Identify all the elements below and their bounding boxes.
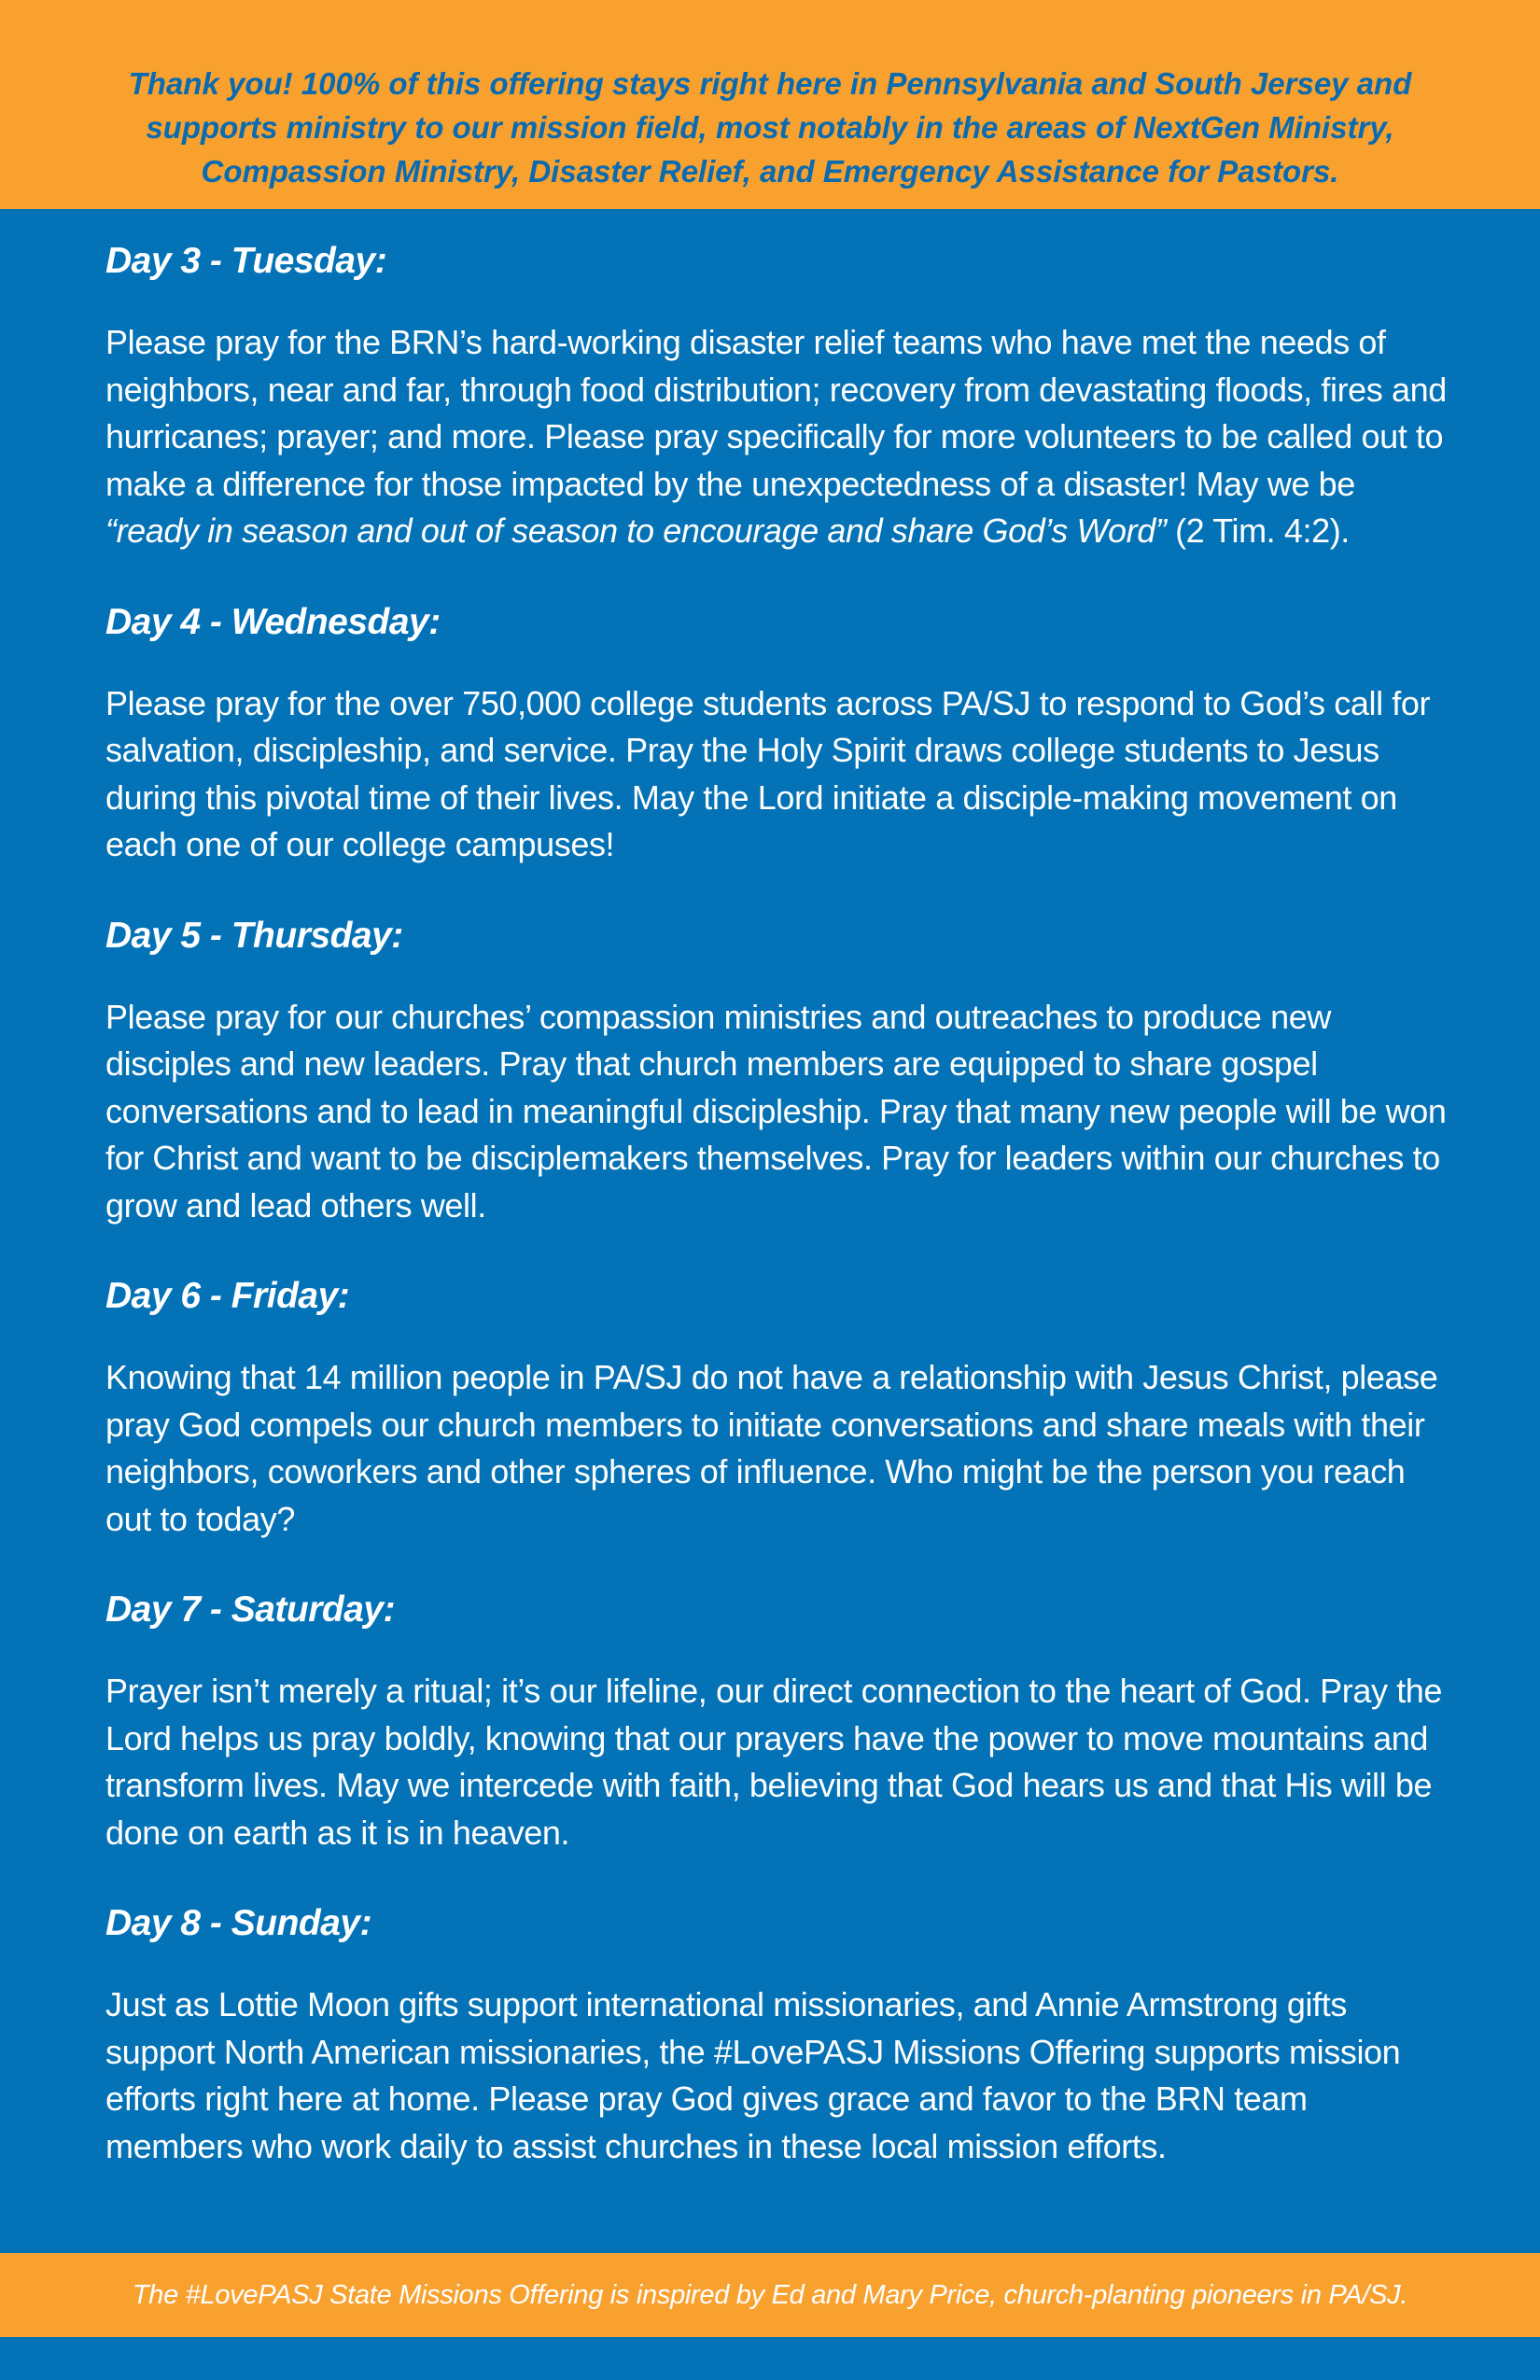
day-3-body-text: Please pray for the BRN’s hard-working disaster relief teams who have met the needs of neighbors, near and far, through food distribution; recovery from devastating floods, fires and hurricanes; prayer; and more. Please pray specifically for more volunteers to be called out to make a difference for those impacted by the unexpectedness of a disaster! May we be — [105, 323, 1447, 503]
day-8-body: Just as Lottie Moon gifts support international missionaries, and Annie Armstrong gifts support North American missionaries, the #LovePASJ Missions Offering supports mission efforts right here at home. Please pray God gives grace and favor to the BRN team members who work daily to assist churches in these local mission efforts. — [105, 1985, 1401, 2165]
prayer-guide — [105, 235, 1449, 2211]
day-3-body — [105, 319, 1449, 555]
day-6-heading: Day 6 - Friday: — [105, 1276, 350, 1316]
day-3-scripture-reference: (2 Tim. 4:2). — [1166, 511, 1350, 550]
day-5-body: Please pray for our churches’ compassion ministries and outreaches to produce new disciples and new leaders. Pray that church members are equipped to share gospel conversations and to lead in meaningful discipleship. Pray that many new people will be won for Christ and want to be disciplemakers themselves. Pray for leaders within our churches to grow and lead others well. — [105, 997, 1447, 1225]
day-7-heading: Day 7 - Saturday: — [105, 1589, 396, 1630]
footer-inspiration-note: The #LovePASJ State Missions Offering is inspired by Ed and Mary Price, church-planting pioneers in PA/SJ. — [132, 2280, 1408, 2310]
day-3-scripture-quote: “ready in season and out of season to encourage and share God’s Word” — [105, 511, 1167, 550]
day-8-section — [105, 1897, 1449, 2170]
day-6-section — [105, 1270, 1449, 1543]
day-5-heading: Day 5 - Thursday: — [105, 915, 403, 956]
day-3-heading: Day 3 - Tuesday: — [105, 241, 387, 281]
day-4-section — [105, 596, 1449, 869]
day-4-heading: Day 4 - Wednesday: — [105, 601, 441, 642]
day-7-body: Prayer isn’t merely a ritual; it’s our lifeline, our direct connection to the heart of God. Pray the Lord helps us pray boldly, knowing that our prayers have the power to move mountains and transform lives. May we intercede with faith, believing that God hears us and that His will be done on earth as it is in heaven. — [105, 1672, 1443, 1852]
day-6-body: Knowing that 14 million people in PA/SJ do not have a relationship with Jesus Christ, please pray God compels our church members to initiate conversations and share meals with their neighbors, coworkers and other spheres of influence. Who might be the person you reach out to today? — [105, 1358, 1438, 1538]
thank-you-message: Thank you! 100% of this offering stays right here in Pennsylvania and South Jersey and supports ministry to our mission field, most notably in the areas of NextGen Ministry, Compassion Ministry, Disaster Relief, and Emergency Assistance for Pastors. — [128, 66, 1412, 189]
day-8-heading: Day 8 - Sunday: — [105, 1903, 372, 1943]
day-5-section — [105, 910, 1449, 1230]
bottom-banner — [0, 2253, 1540, 2337]
day-7-section — [105, 1584, 1449, 1856]
day-4-body: Please pray for the over 750,000 college students across PA/SJ to respond to God’s call for salvation, discipleship, and service. Pray the Holy Spirit draws college students to Jesus during this pivotal time of their lives. May the Lord initiate a disciple-making movement on each one of our college campuses! — [105, 683, 1431, 863]
day-3-section — [105, 235, 1449, 555]
top-banner — [0, 0, 1540, 209]
